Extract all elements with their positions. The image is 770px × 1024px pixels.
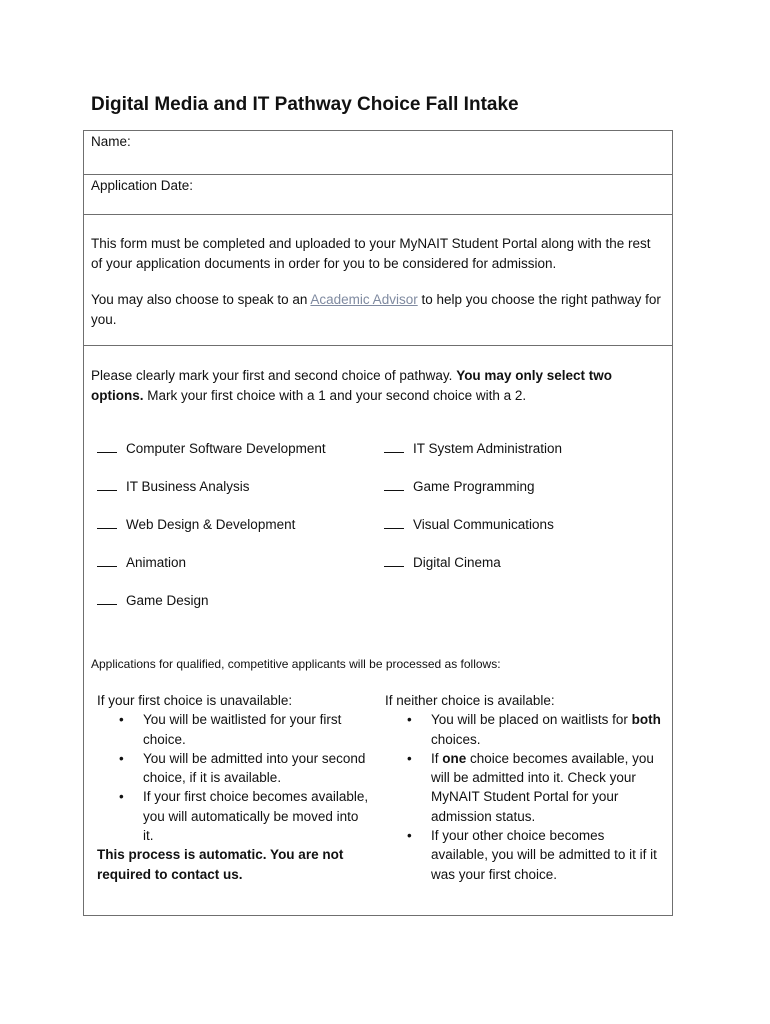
choice-blank[interactable] bbox=[97, 556, 117, 567]
list-item: • You will be waitlisted for your first choice. bbox=[143, 710, 372, 749]
name-row[interactable] bbox=[84, 131, 672, 175]
academic-advisor-link[interactable]: Academic Advisor bbox=[310, 292, 418, 307]
pathway-form bbox=[83, 130, 673, 916]
advisor-suffix: to help you choose the right pathway for you. bbox=[91, 292, 661, 327]
option-it-business-analysis bbox=[97, 479, 250, 494]
page-title: Digital Media and IT Pathway Choice Fall Intake bbox=[91, 94, 519, 115]
option-game-programming bbox=[384, 479, 535, 494]
neither-choice-list bbox=[385, 710, 665, 884]
advisor-paragraph bbox=[91, 290, 661, 329]
option-label: Animation bbox=[126, 555, 187, 570]
option-label: IT System Administration bbox=[413, 441, 563, 456]
process-intro: Applications for qualified, competitive applicants will be processed as follows: bbox=[91, 657, 501, 671]
first-choice-list bbox=[97, 710, 372, 845]
choice-blank[interactable] bbox=[97, 442, 117, 453]
application-date-label: Application Date: bbox=[91, 178, 194, 193]
choice-blank[interactable] bbox=[384, 518, 404, 529]
list-item: • If your first choice becomes available, you will automatically be moved into it. bbox=[143, 787, 372, 845]
bullet-text: choice becomes available, you will be admitted into it. Check your MyNAIT Student Portal for your admission status. bbox=[431, 750, 654, 824]
choice-blank[interactable] bbox=[97, 594, 117, 605]
option-visual-communications bbox=[384, 517, 554, 532]
choice-instructions bbox=[91, 366, 661, 405]
option-label: Computer Software Development bbox=[126, 441, 326, 456]
option-it-system-administration bbox=[384, 441, 562, 456]
option-label: Digital Cinema bbox=[413, 555, 501, 570]
bullet-text: choices. bbox=[431, 731, 481, 747]
neither-choice-heading: If neither choice is available: bbox=[385, 693, 555, 708]
instructions-prefix: Please clearly mark your first and second choice of pathway. bbox=[91, 368, 457, 383]
bullet-text: You will be placed on waitlists for bbox=[431, 712, 632, 728]
advisor-prefix: You may also choose to speak to an bbox=[91, 292, 311, 307]
bullet-bold-text: both bbox=[631, 712, 661, 728]
list-item: • If your other choice becomes available, you will be admitted to it if it was your first choice. bbox=[431, 826, 665, 884]
option-digital-cinema bbox=[384, 555, 501, 570]
option-label: Visual Communications bbox=[413, 517, 554, 532]
option-web-design-development bbox=[97, 517, 295, 532]
option-label: IT Business Analysis bbox=[126, 479, 250, 494]
option-label: Web Design & Development bbox=[126, 517, 296, 532]
neither-choice-available-column bbox=[385, 691, 665, 884]
name-label: Name: bbox=[91, 134, 131, 149]
application-date-row[interactable] bbox=[84, 175, 672, 215]
choice-blank[interactable] bbox=[97, 518, 117, 529]
option-animation bbox=[97, 555, 186, 570]
instructions-bold: You may only select two options. bbox=[91, 368, 612, 403]
option-label: Game Programming bbox=[413, 479, 535, 494]
choice-blank[interactable] bbox=[384, 480, 404, 491]
list-item bbox=[431, 749, 665, 826]
instructions-suffix: Mark your first choice with a 1 and your second choice with a 2. bbox=[143, 387, 527, 403]
list-item bbox=[431, 710, 665, 749]
choice-blank[interactable] bbox=[384, 442, 404, 453]
first-choice-unavailable-column bbox=[97, 691, 372, 884]
bullet-text: If bbox=[431, 750, 443, 766]
automatic-process-note: This process is automatic. You are not required to contact us. bbox=[97, 847, 344, 882]
option-game-design bbox=[97, 593, 209, 608]
option-computer-software-development bbox=[97, 441, 326, 456]
option-label: Game Design bbox=[126, 593, 209, 608]
bullet-bold-text: one bbox=[442, 750, 467, 766]
first-choice-heading: If your first choice is unavailable: bbox=[97, 693, 293, 708]
info-section bbox=[84, 215, 672, 346]
info-paragraph: This form must be completed and uploaded to your MyNAIT Student Portal along with the rest of your application documents in order for you to be considered for admission. bbox=[91, 236, 651, 271]
list-item: • You will be admitted into your second choice, if it is available. bbox=[143, 749, 372, 788]
choice-blank[interactable] bbox=[97, 480, 117, 491]
choice-blank[interactable] bbox=[384, 556, 404, 567]
